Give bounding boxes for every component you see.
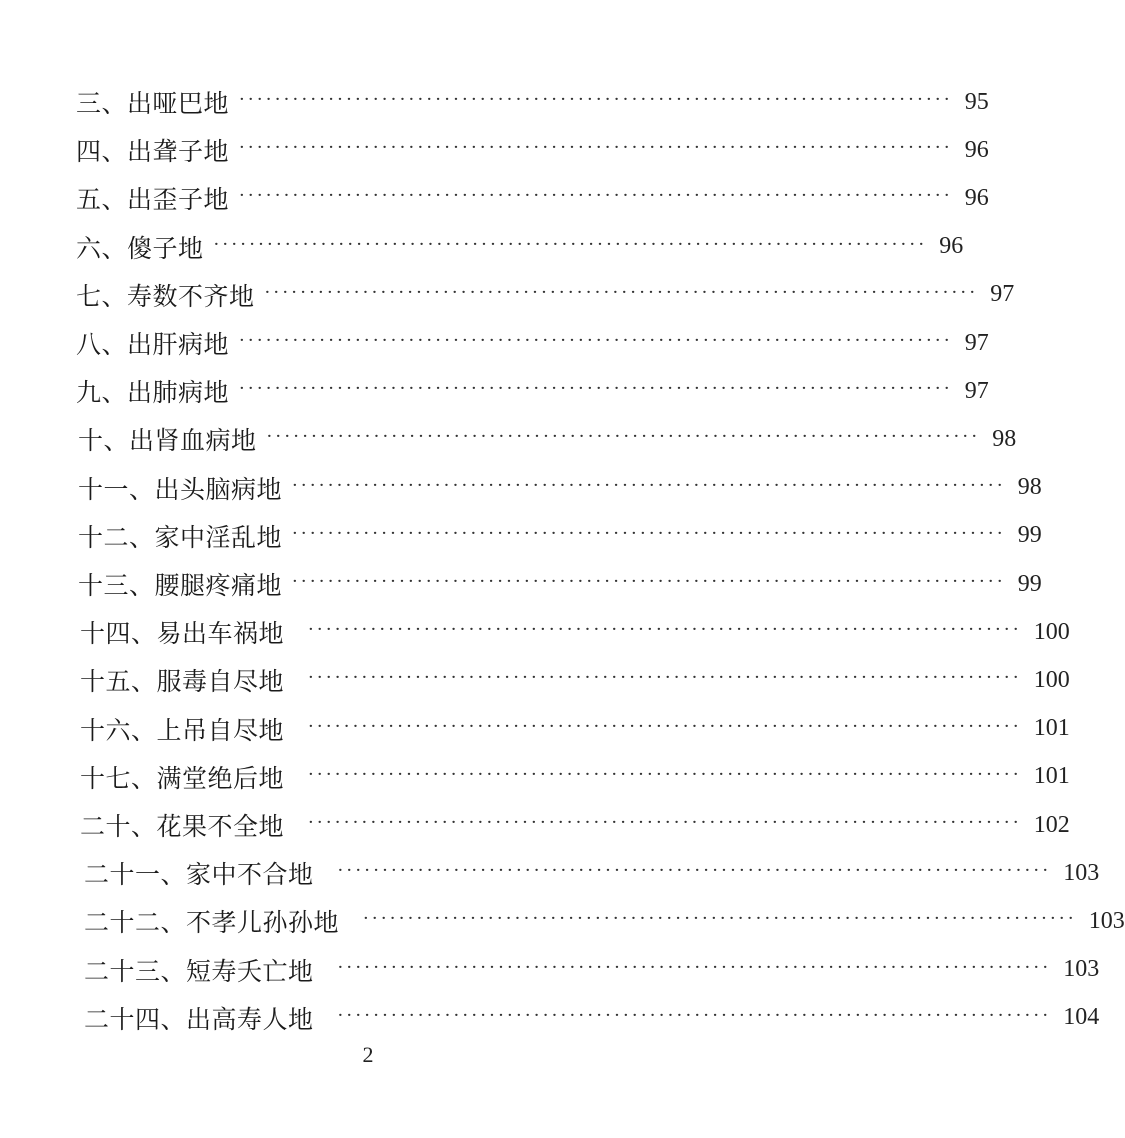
toc-entry xyxy=(80,707,1070,751)
toc-entry-title: 十六、上吊自尽地 xyxy=(80,715,285,745)
toc-dot-leader: ················································································ xyxy=(337,860,1052,882)
toc-entry-title: 十四、易出车祸地 xyxy=(80,619,285,649)
toc-entry-title: 五、出歪子地 xyxy=(76,185,230,215)
toc-entry-title: 十、出肾血病地 xyxy=(78,426,257,456)
toc-entry xyxy=(78,417,1017,461)
toc-entry xyxy=(78,466,1042,510)
toc-dot-leader: ················································································ xyxy=(292,474,1006,496)
toc-entry xyxy=(80,610,1070,654)
toc-entry xyxy=(76,176,989,220)
toc-entry xyxy=(80,803,1070,847)
toc-entry-page: 96 xyxy=(939,233,964,260)
toc-entry-title: 三、出哑巴地 xyxy=(76,89,230,118)
toc-entry-page: 98 xyxy=(992,425,1017,452)
toc-entry-title: 二十一、家中不合地 xyxy=(84,860,314,890)
toc-entry-title: 八、出肝病地 xyxy=(76,330,230,359)
toc-entry xyxy=(84,851,1100,895)
toc-entry-page: 96 xyxy=(964,184,989,211)
toc-entry-title: 十二、家中淫乱地 xyxy=(78,522,283,552)
toc-entry xyxy=(80,658,1070,702)
toc-dot-leader: ················································································ xyxy=(266,426,981,448)
toc-entry-title: 二十二、不孝儿孙孙地 xyxy=(84,908,340,938)
toc-entry xyxy=(78,562,1042,606)
toc-entry-title: 七、寿数不齐地 xyxy=(76,281,255,311)
toc-dot-leader: ················································································ xyxy=(239,185,953,207)
toc-dot-leader: ················································································ xyxy=(337,956,1052,978)
toc-entry xyxy=(84,899,1125,943)
toc-entry-page: 101 xyxy=(1033,763,1070,790)
toc-dot-leader: ················································································ xyxy=(308,667,1022,689)
toc-entry-title: 二十四、出高寿人地 xyxy=(84,1004,314,1034)
toc-dot-leader: ················································································ xyxy=(292,522,1006,544)
toc-entry-page: 103 xyxy=(1088,907,1125,934)
toc-dot-leader: ················································································ xyxy=(308,619,1022,641)
toc-dot-leader: ················································································ xyxy=(308,812,1022,833)
toc-dot-leader: ················································································ xyxy=(308,763,1022,785)
toc-entry-page: 95 xyxy=(964,88,989,115)
toc-entry-page: 103 xyxy=(1063,859,1100,886)
toc-entry xyxy=(84,948,1100,992)
toc-entry-page: 100 xyxy=(1033,618,1070,645)
toc-entry-page: 96 xyxy=(964,136,989,163)
toc-entry xyxy=(76,369,989,413)
toc-entry-title: 十五、服毒自尽地 xyxy=(80,667,285,697)
toc-entry-title: 六、傻子地 xyxy=(76,233,204,263)
toc-dot-leader: ················································································ xyxy=(239,378,953,400)
toc-entry-title: 二十三、短寿夭亡地 xyxy=(84,956,314,986)
toc-entry-title: 十一、出头脑病地 xyxy=(78,474,283,504)
toc-entry-title: 二十、花果不全地 xyxy=(80,812,285,841)
toc-entry-page: 97 xyxy=(964,329,989,356)
toc-dot-leader: ················································································ xyxy=(337,1004,1052,1026)
toc-entry-title: 九、出肺病地 xyxy=(76,378,230,408)
toc-dot-leader: ················································································ xyxy=(239,89,953,110)
toc-dot-leader: ················································································ xyxy=(363,908,1077,930)
toc-entry xyxy=(84,996,1100,1040)
toc-entry-page: 97 xyxy=(964,377,989,404)
toc-dot-leader: ················································································ xyxy=(308,715,1022,737)
toc-dot-leader: ················································································ xyxy=(292,571,1006,592)
toc-entry xyxy=(78,514,1042,558)
toc-entry-page: 101 xyxy=(1033,715,1070,742)
toc-dot-leader: ················································································ xyxy=(264,281,979,303)
toc-entry xyxy=(76,80,989,124)
toc-entry-page: 98 xyxy=(1017,474,1042,501)
toc-entry-page: 97 xyxy=(990,281,1015,308)
toc-entry xyxy=(80,755,1070,799)
toc-entry-page: 99 xyxy=(1017,570,1042,597)
toc-entry-page: 102 xyxy=(1033,811,1070,838)
toc-entry-page: 100 xyxy=(1033,666,1070,693)
toc-entry-page: 104 xyxy=(1063,1004,1100,1031)
toc-dot-leader: ················································································ xyxy=(239,137,953,159)
toc-entry xyxy=(76,128,989,172)
toc-entry-page: 99 xyxy=(1017,522,1042,549)
page-number: 2 xyxy=(362,1042,374,1067)
toc-entry-title: 十七、满堂绝后地 xyxy=(80,763,285,793)
toc-entry xyxy=(76,273,1015,317)
toc-dot-leader: ················································································ xyxy=(213,233,928,255)
toc-entry-title: 十三、腰腿疼痛地 xyxy=(78,571,283,600)
toc-dot-leader: ················································································ xyxy=(239,330,953,351)
toc-entry xyxy=(76,225,964,269)
toc-entry-title: 四、出聋子地 xyxy=(76,137,230,167)
toc-entry-page: 103 xyxy=(1063,956,1100,983)
toc-entry xyxy=(76,321,989,365)
